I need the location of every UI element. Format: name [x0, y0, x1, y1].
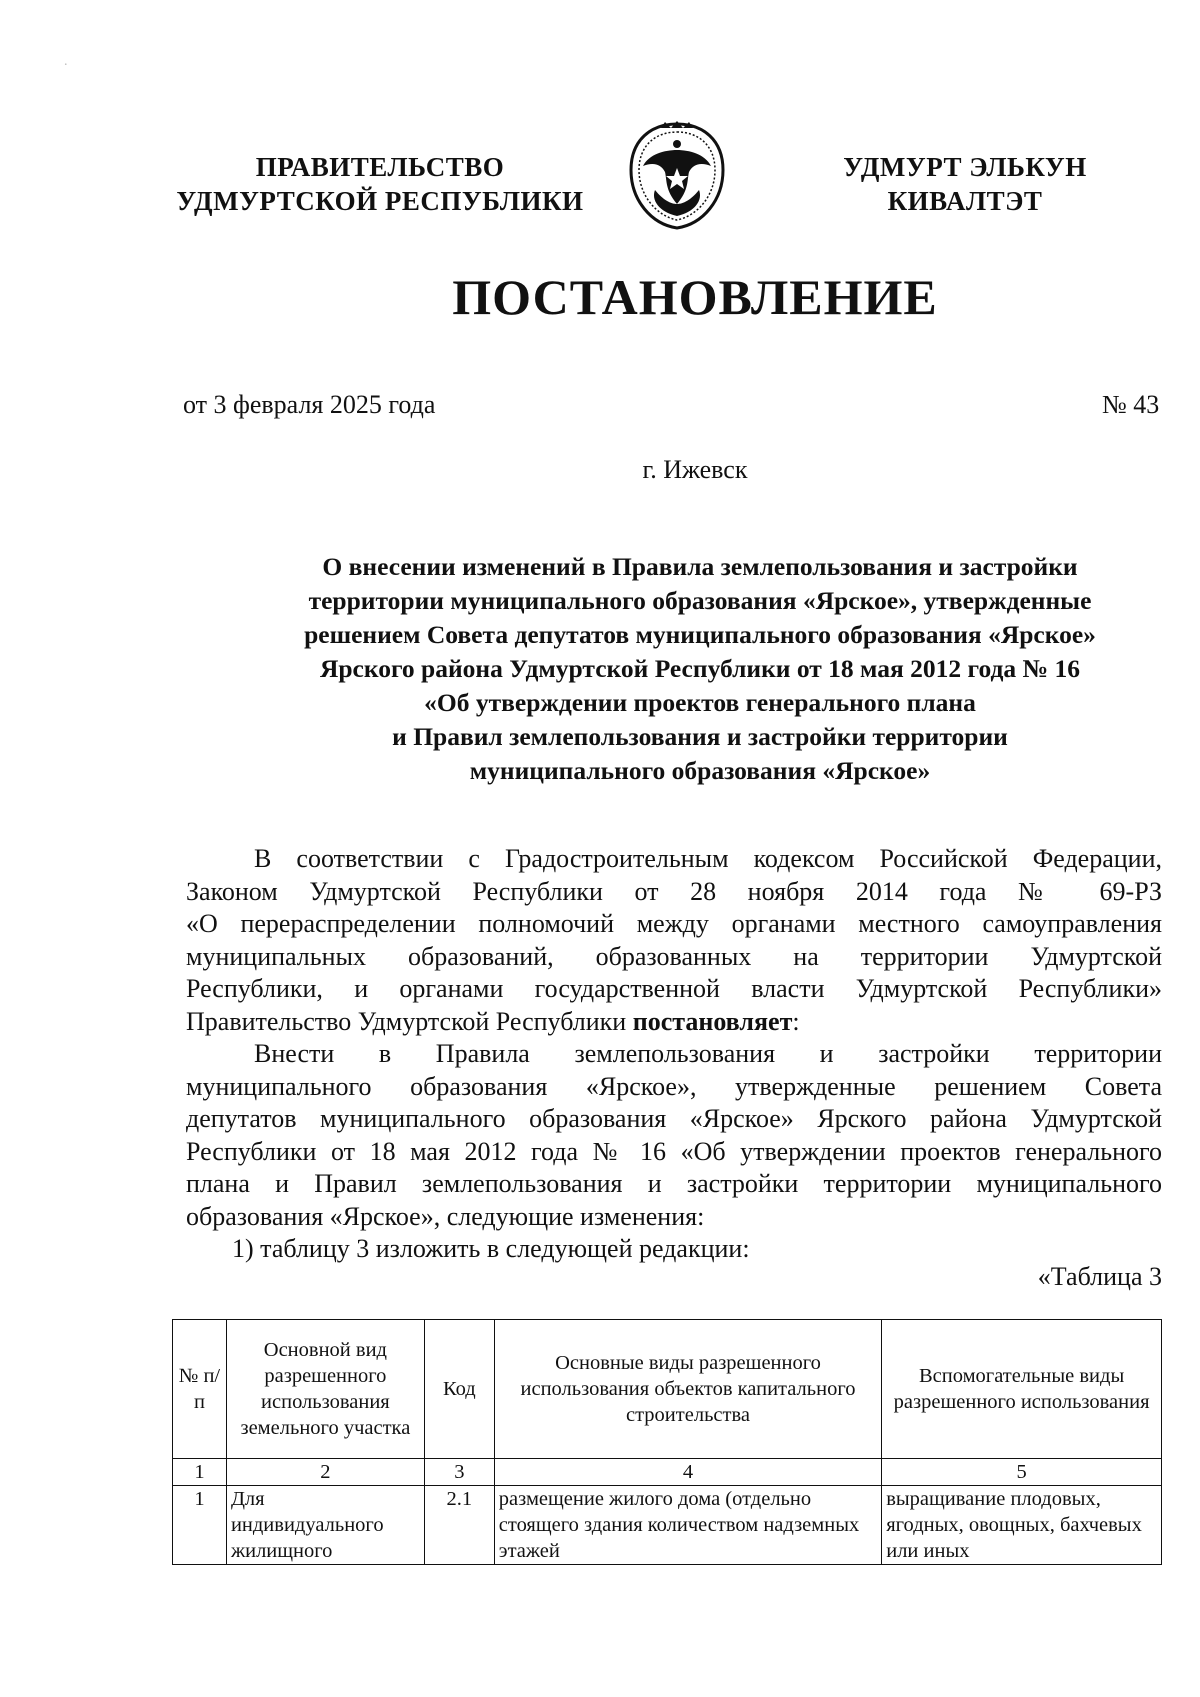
document-number: № 43	[1102, 390, 1160, 419]
document-date: от 3 февраля 2025 года	[183, 390, 436, 419]
table-cell: Для индивидуального жилищного	[226, 1486, 424, 1565]
header-right-line2: КИВАЛТЭТ	[887, 186, 1043, 216]
body-line: плана и Правил землепользования и застройки территории муниципального	[186, 1169, 1162, 1198]
body-bold-word: постановляет	[632, 1006, 793, 1036]
header-right-line1: УДМУРТ ЭЛЬКУН	[843, 152, 1087, 182]
coat-of-arms-icon	[625, 120, 729, 232]
table-cell: 2.1	[424, 1486, 494, 1565]
body-line: «О перераспределении полномочий между органами местного самоуправления	[186, 909, 1162, 938]
body-line: депутатов муниципального образования «Ярское» Ярского района Удмуртской	[186, 1104, 1162, 1133]
table-header-cell: № п/п	[173, 1320, 227, 1459]
table-cell: 1	[173, 1486, 227, 1565]
subject-line: муниципального образования «Ярское»	[469, 756, 931, 785]
table-cell: размещение жилого дома (отдельно стоящего здания количеством надземных этажей	[494, 1486, 881, 1565]
table-cell: 3	[424, 1459, 494, 1486]
header-left	[160, 150, 600, 218]
body-line: образования «Ярское», следующие изменения:	[186, 1201, 705, 1231]
body-line: Внести в Правила землепользования и застройки территории	[254, 1039, 1162, 1068]
body-line: 1) таблицу 3 изложить в следующей редакции:	[232, 1234, 750, 1263]
table-header-cell: Вспомогательные виды разрешенного использования	[882, 1320, 1162, 1459]
table-cell: 1	[173, 1459, 227, 1486]
body-line: В соответствии с Градостроительным кодексом Российской Федерации,	[254, 844, 1162, 873]
body-line	[186, 1006, 1162, 1039]
body-line: муниципального образования «Ярское», утвержденные решением Совета	[186, 1071, 1162, 1101]
document-body	[186, 843, 1162, 1266]
table-cell: 5	[882, 1459, 1162, 1486]
body-line: Законом Удмуртской Республики от 28 ноября 2014 года № 69-РЗ	[186, 876, 1162, 906]
subject-line: Ярского района Удмуртской Республики от 18 мая 2012 года № 16	[319, 654, 1081, 683]
header-right	[800, 150, 1130, 218]
table-header-cell: Основные виды разрешенного использования объектов капитального строительства	[494, 1320, 881, 1459]
subject-line: решением Совета депутатов муниципального образования «Ярское»	[304, 620, 1096, 649]
document-title: ПОСТАНОВЛЕНИЕ	[452, 269, 938, 325]
table-caption: «Таблица 3	[1037, 1262, 1162, 1291]
body-text: :	[792, 1006, 800, 1036]
body-text: Правительство Удмуртской Республики	[186, 1006, 633, 1036]
document-city: г. Ижевск	[642, 455, 748, 484]
subject-line: и Правил землепользования и застройки территории	[392, 722, 1008, 751]
table-column-numbers-row	[173, 1459, 1162, 1486]
document-subject	[200, 550, 1200, 788]
body-line: Республики, и органами государственной власти Удмуртской Республики»	[186, 974, 1162, 1003]
table-cell: выращивание плодовых, ягодных, овощных, бахчевых или иных	[882, 1486, 1162, 1565]
subject-line: территории муниципального образования «Ярское», утвержденные	[308, 586, 1092, 615]
table-cell: 2	[226, 1459, 424, 1486]
table-row	[173, 1486, 1162, 1565]
header-left-line1: ПРАВИТЕЛЬСТВО	[255, 152, 505, 182]
table-header-cell: Код	[424, 1320, 494, 1459]
table-cell: 4	[494, 1459, 881, 1486]
scan-mark: .	[64, 54, 68, 69]
table-header-row	[173, 1320, 1162, 1459]
subject-line: О внесении изменений в Правила землепользования и застройки	[322, 552, 1078, 581]
header-left-line2: УДМУРТСКОЙ РЕСПУБЛИКИ	[176, 186, 584, 216]
body-line: муниципальных образований, образованных на территории Удмуртской	[186, 941, 1162, 971]
regulation-table	[172, 1319, 1162, 1565]
table-header-cell: Основной вид разрешенного использования земельного участка	[226, 1320, 424, 1459]
subject-line: «Об утверждении проектов генерального плана	[424, 688, 976, 717]
body-line: Республики от 18 мая 2012 года № 16 «Об утверждении проектов генерального	[186, 1136, 1162, 1166]
